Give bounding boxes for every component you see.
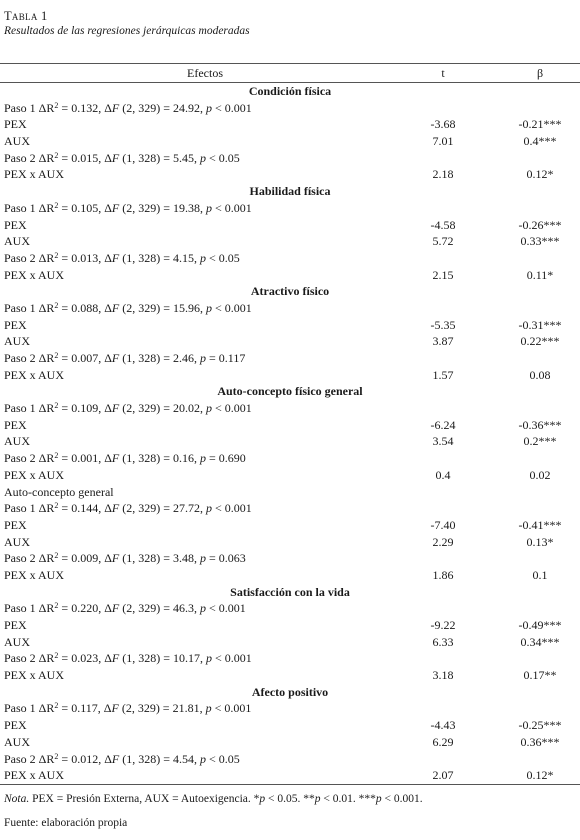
effect-label: PEX x AUX — [4, 567, 65, 582]
table-row — [0, 617, 580, 634]
table-note — [4, 792, 423, 807]
p-value: < 0.001 — [215, 401, 252, 416]
f-change: 20.02 — [173, 401, 201, 416]
t-value: 7.01 — [432, 134, 454, 149]
step-summary: Paso 1 $\Delta R^2 = 0.088$, ΔF (2, 329) = 15.96, p < 0.001 — [4, 300, 252, 315]
degrees-freedom: 2, 329 — [125, 701, 156, 716]
section-title: Satisfacción con la vida — [230, 584, 350, 599]
f-change: 10.17 — [173, 651, 201, 666]
header-t: t — [441, 66, 445, 80]
r2-change: 0.117 — [71, 701, 98, 716]
step-summary: Paso 1 $\Delta R^2 = 0.105$, ΔF (2, 329) = 19.38, p < 0.001 — [4, 200, 252, 215]
effect-label: PEX — [4, 718, 27, 733]
p-value: < 0.05 — [209, 250, 240, 265]
table-row — [0, 433, 580, 450]
f-change: 4.15 — [173, 250, 195, 265]
effect-label: PEX x AUX — [4, 668, 65, 683]
t-value: 2.07 — [432, 768, 454, 783]
table-row — [0, 133, 580, 150]
r2-change: 0.109 — [71, 401, 99, 416]
t-value: 2.18 — [432, 167, 454, 182]
degrees-freedom: 2, 329 — [126, 501, 157, 516]
t-value: 1.57 — [432, 367, 454, 382]
table-row — [0, 534, 580, 551]
step-summary: Paso 2 $\Delta R^2 = 0.001$, ΔF (1, 328) = 0.16, p = 0.690 — [4, 451, 246, 466]
step-row — [0, 350, 580, 367]
step-summary: Paso 2 $\Delta R^2 = 0.007$, ΔF (1, 328) = 2.46, p = 0.117 — [4, 351, 246, 365]
r2-change: 0.023 — [71, 651, 99, 666]
step-summary: Paso 1 $\Delta R^2 = 0.109$, ΔF (2, 329) = 20.02, p < 0.001 — [4, 401, 252, 416]
step-name: Paso 2 — [4, 451, 36, 466]
step-name: Paso 1 — [4, 701, 36, 716]
effect-label: PEX — [4, 417, 27, 432]
table-row — [0, 767, 580, 784]
f-change: 2.46 — [173, 351, 195, 365]
t-value: 3.18 — [432, 668, 454, 683]
f-change: 0.16 — [173, 451, 195, 466]
step-name: Paso 2 — [4, 751, 36, 766]
effect-label: PEX x AUX — [4, 768, 65, 783]
degrees-freedom: 1, 328 — [126, 651, 157, 666]
effect-label: AUX — [4, 134, 30, 149]
section-header-row — [0, 684, 580, 701]
step-row — [0, 751, 580, 768]
effect-label: PEX x AUX — [4, 167, 65, 182]
table-row — [0, 166, 580, 183]
beta-value: -0.21*** — [518, 117, 562, 132]
t-value: -3.68 — [430, 117, 456, 132]
t-value: 0.4 — [435, 467, 451, 482]
step-summary: Paso 2 $\Delta R^2 = 0.012$, ΔF (1, 328) = 4.54, p < 0.05 — [4, 751, 240, 766]
step-summary: Paso 1 $\Delta R^2 = 0.117$, ΔF (2, 329) = 21.81, p < 0.001 — [4, 701, 252, 716]
f-change: 5.45 — [173, 150, 195, 165]
beta-value: 0.34*** — [520, 634, 560, 649]
r2-change: 0.088 — [71, 300, 99, 315]
table-row — [0, 233, 580, 250]
section-header-row — [0, 183, 580, 200]
degrees-freedom: 2, 329 — [126, 300, 157, 315]
step-name: Paso 1 — [4, 300, 36, 315]
degrees-freedom: 2, 329 — [126, 601, 157, 616]
step-row — [0, 150, 580, 167]
p-value: < 0.05 — [209, 150, 240, 165]
f-change: 27.72 — [173, 501, 201, 516]
step-row — [0, 600, 580, 617]
effect-label: AUX — [4, 434, 30, 449]
r2-change: 0.220 — [71, 601, 99, 616]
degrees-freedom: 1, 328 — [126, 751, 157, 766]
r2-change: 0.012 — [71, 751, 99, 766]
effect-label: PEX — [4, 117, 27, 132]
degrees-freedom: 2, 329 — [126, 200, 157, 215]
header-beta: β — [536, 66, 544, 80]
note-text: PEX = Presión Externa, AUX = Autoexigencia. *p < 0.05. **p < 0.01. ***p < 0.001. — [32, 793, 423, 805]
degrees-freedom: 1, 328 — [126, 150, 157, 165]
step-name: Paso 2 — [4, 250, 36, 265]
table-row — [0, 667, 580, 684]
section-title: Auto-concepto físico general — [217, 384, 363, 399]
beta-value: 0.17** — [523, 668, 557, 683]
table-row — [0, 634, 580, 651]
beta-value: 0.02 — [529, 467, 551, 482]
beta-value: -0.36*** — [518, 417, 562, 432]
beta-value: 0.12* — [526, 768, 554, 783]
p-value: < 0.001 — [214, 701, 252, 716]
f-change: 24.92 — [173, 100, 201, 115]
r2-change: 0.015 — [71, 150, 99, 165]
table-caption — [4, 8, 250, 39]
p-value: < 0.001 — [215, 100, 252, 115]
effect-label: PEX — [4, 618, 27, 632]
beta-value: -0.31*** — [518, 317, 562, 332]
beta-value: 0.36*** — [520, 734, 560, 749]
table-source: Fuente: elaboración propia — [4, 817, 128, 829]
p-value: = 0.063 — [209, 551, 246, 566]
beta-value: -0.26*** — [518, 217, 562, 232]
t-value: -4.58 — [430, 217, 456, 232]
step-summary: Paso 1 $\Delta R^2 = 0.220$, ΔF (2, 329) = 46.3, p < 0.001 — [4, 601, 246, 616]
table-description: Resultados de las regresiones jerárquicas moderadas — [4, 25, 250, 37]
f-change: 15.96 — [173, 300, 201, 315]
p-value: < 0.05 — [209, 751, 240, 766]
table-row — [0, 517, 580, 534]
t-value: -4.43 — [430, 718, 456, 733]
t-value: 6.29 — [432, 734, 454, 749]
step-summary: Paso 2 $\Delta R^2 = 0.015$, ΔF (1, 328) = 5.45, p < 0.05 — [4, 150, 240, 165]
effect-label: AUX — [4, 334, 30, 349]
note-prefix: Nota. — [4, 793, 30, 805]
f-change: 4.54 — [173, 751, 195, 766]
regression-table — [0, 63, 580, 785]
section-header-row — [0, 383, 580, 400]
section-title: Afecto positivo — [251, 684, 329, 699]
degrees-freedom: 1, 328 — [126, 351, 157, 365]
effect-label: PEX — [4, 317, 27, 332]
beta-value: -0.25*** — [518, 718, 562, 733]
f-change: 46.3 — [173, 601, 195, 616]
t-value: 3.54 — [432, 434, 454, 449]
table-number: Tabla 1 — [4, 9, 48, 23]
step-row — [0, 450, 580, 467]
t-value: -5.35 — [430, 317, 456, 332]
degrees-freedom: 2, 329 — [126, 401, 157, 416]
step-row — [0, 700, 580, 717]
table-row — [0, 734, 580, 751]
table-header-row — [0, 64, 580, 82]
p-value: = 0.117 — [209, 351, 246, 365]
step-row — [0, 550, 580, 567]
t-value: 2.15 — [432, 267, 454, 282]
effect-label: PEX x AUX — [4, 367, 65, 382]
step-name: Paso 2 — [4, 351, 36, 365]
table-row — [0, 717, 580, 734]
t-value: 5.72 — [432, 234, 454, 249]
beta-value: -0.41*** — [518, 517, 562, 532]
table-body — [0, 83, 580, 784]
step-name: Paso 1 — [4, 501, 36, 516]
beta-value: 0.08 — [529, 367, 551, 382]
r2-change: 0.132 — [71, 100, 99, 115]
beta-value: 0.11* — [526, 267, 554, 282]
r2-change: 0.105 — [71, 200, 99, 215]
step-name: Paso 2 — [4, 150, 36, 165]
beta-value: 0.13* — [526, 534, 554, 549]
step-name: Paso 1 — [4, 100, 36, 115]
beta-value: 0.22*** — [520, 334, 560, 349]
f-change: 3.48 — [173, 551, 195, 566]
effect-label: AUX — [4, 234, 30, 249]
step-name: Paso 1 — [4, 401, 36, 416]
section-header-row — [0, 584, 580, 601]
step-row — [0, 250, 580, 267]
step-summary: Paso 1 $\Delta R^2 = 0.132$, ΔF (2, 329) = 24.92, p < 0.001 — [4, 100, 252, 115]
r2-change: 0.009 — [71, 551, 99, 566]
table-row — [0, 367, 580, 384]
p-value: < 0.001 — [209, 601, 246, 616]
table-row — [0, 467, 580, 484]
t-value: 6.33 — [432, 634, 454, 649]
effect-label: PEX — [4, 517, 27, 532]
step-row — [0, 300, 580, 317]
r2-change: 0.007 — [71, 351, 99, 365]
degrees-freedom: 1, 328 — [126, 250, 157, 265]
step-row — [0, 200, 580, 217]
step-row — [0, 500, 580, 517]
f-change: 21.81 — [172, 701, 200, 716]
t-value: 3.87 — [432, 334, 454, 349]
step-summary: Paso 1 $\Delta R^2 = 0.144$, ΔF (2, 329) = 27.72, p < 0.001 — [4, 501, 252, 516]
step-row — [0, 100, 580, 117]
beta-value: 0.4*** — [523, 134, 557, 149]
section-title: Condición física — [248, 84, 332, 98]
section-header-row — [0, 283, 580, 300]
r2-change: 0.013 — [71, 250, 99, 265]
effect-label: AUX — [4, 734, 30, 749]
section-header-row — [0, 83, 580, 100]
table-row — [0, 217, 580, 234]
step-summary: Paso 2 $\Delta R^2 = 0.013$, ΔF (1, 328) = 4.15, p < 0.05 — [4, 250, 240, 265]
p-value: < 0.001 — [215, 300, 252, 315]
p-value: < 0.001 — [215, 501, 252, 516]
beta-value: 0.1 — [532, 567, 548, 582]
header-efectos: Efectos — [187, 66, 223, 80]
section-title: Atractivo físico — [250, 284, 330, 299]
step-name: Paso 1 — [4, 601, 36, 616]
table-row — [0, 484, 580, 501]
t-value: -9.22 — [430, 618, 456, 632]
beta-value: 0.12* — [526, 167, 554, 182]
t-value: -6.24 — [430, 417, 456, 432]
t-value: 2.29 — [432, 534, 454, 549]
section-title: Habilidad física — [249, 184, 331, 199]
f-change: 19.38 — [173, 200, 201, 215]
effect-label: Auto-concepto general — [4, 484, 114, 499]
r2-change: 0.001 — [71, 451, 99, 466]
table-row — [0, 333, 580, 350]
p-value: = 0.690 — [209, 451, 246, 466]
effect-label: PEX x AUX — [4, 467, 65, 482]
effect-label: PEX x AUX — [4, 267, 65, 282]
table-bottom-rule — [0, 784, 580, 785]
effect-label: PEX — [4, 217, 27, 232]
p-value: < 0.001 — [215, 651, 252, 666]
table-row — [0, 417, 580, 434]
beta-value: 0.2*** — [523, 434, 557, 449]
p-value: < 0.001 — [215, 200, 252, 215]
beta-value: 0.33*** — [520, 234, 560, 249]
table-row — [0, 116, 580, 133]
degrees-freedom: 1, 328 — [126, 451, 157, 466]
step-name: Paso 2 — [4, 551, 36, 566]
degrees-freedom: 2, 329 — [126, 100, 157, 115]
beta-value: -0.49*** — [518, 618, 562, 632]
step-row — [0, 400, 580, 417]
table-row — [0, 267, 580, 284]
effect-label: AUX — [4, 634, 30, 649]
t-value: -7.40 — [430, 517, 456, 532]
step-name: Paso 2 — [4, 651, 36, 666]
t-value: 1.86 — [432, 567, 454, 582]
table-row — [0, 317, 580, 334]
step-name: Paso 1 — [4, 200, 36, 215]
effect-label: AUX — [4, 534, 30, 549]
step-summary: Paso 2 $\Delta R^2 = 0.023$, ΔF (1, 328) = 10.17, p < 0.001 — [4, 651, 252, 666]
step-row — [0, 650, 580, 667]
table-row — [0, 567, 580, 584]
r2-change: 0.144 — [71, 501, 99, 516]
degrees-freedom: 1, 328 — [126, 551, 157, 566]
step-summary: Paso 2 $\Delta R^2 = 0.009$, ΔF (1, 328) = 3.48, p = 0.063 — [4, 551, 246, 566]
